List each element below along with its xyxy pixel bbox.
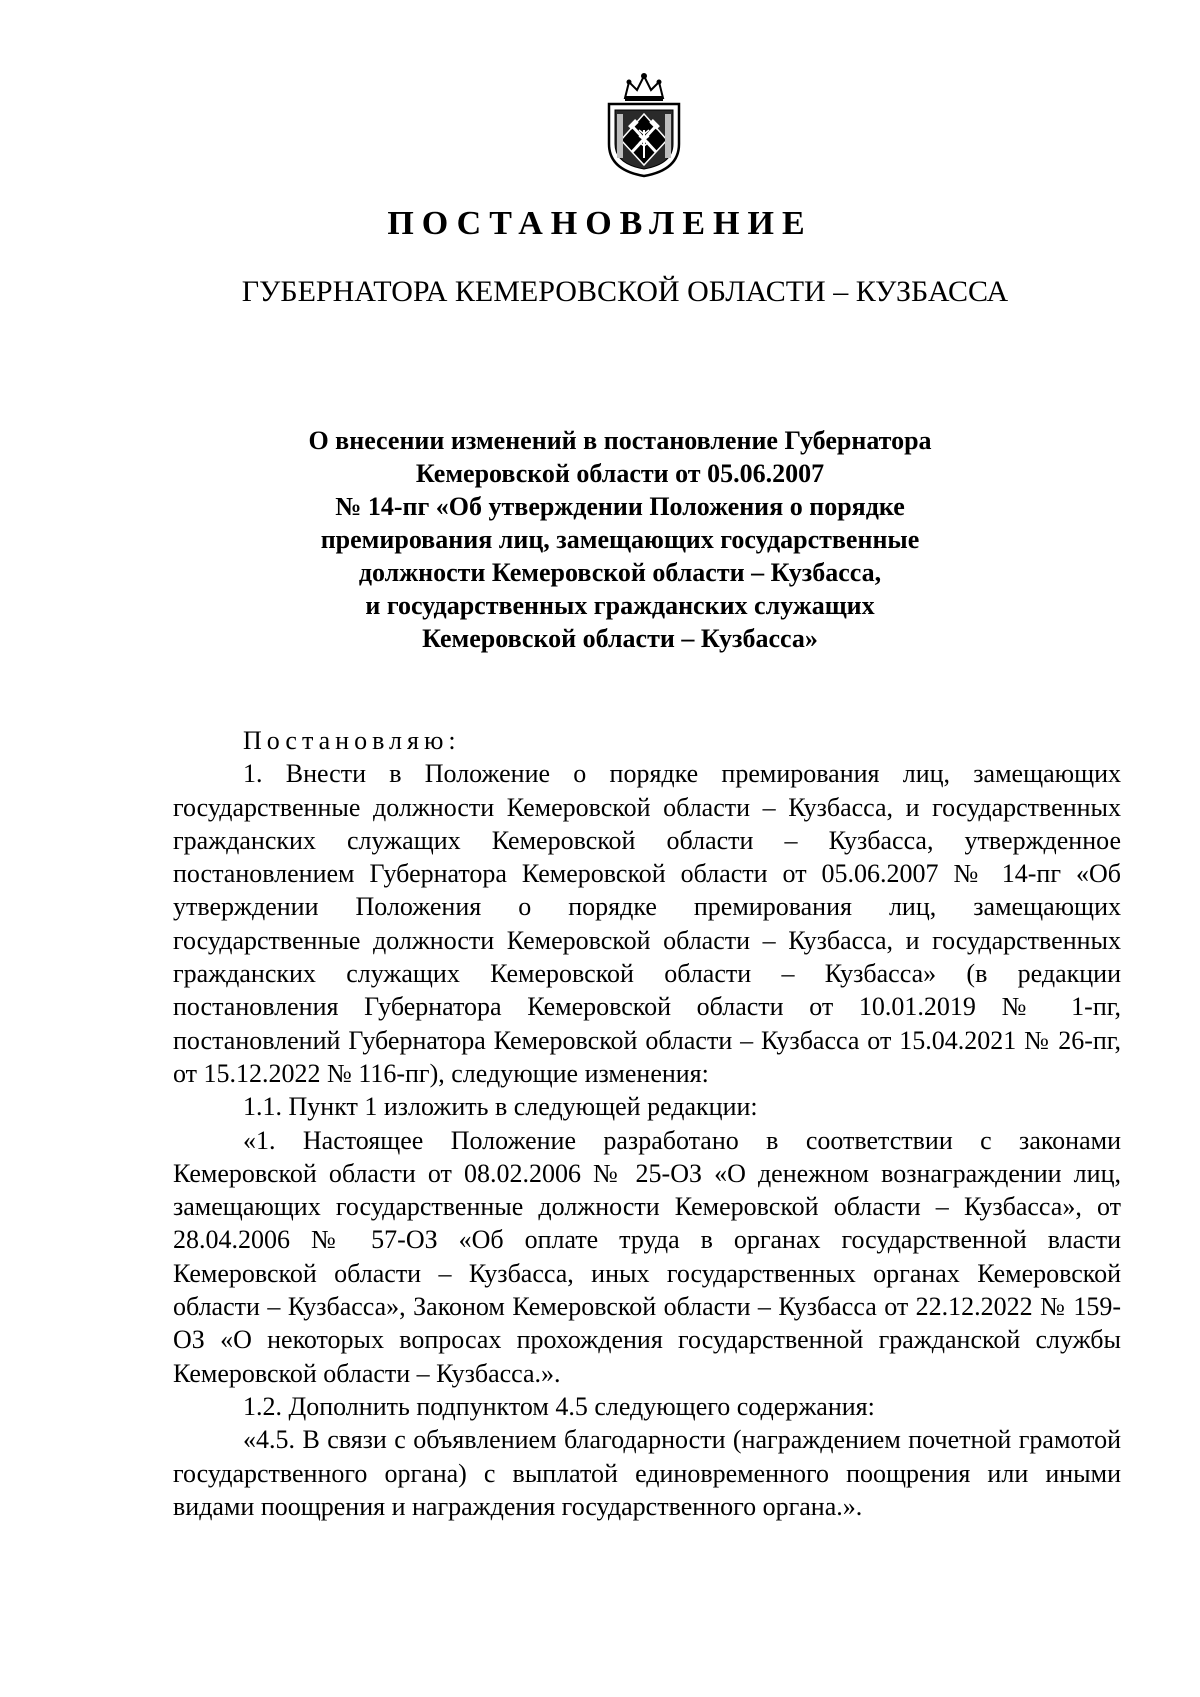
title-line: премирования лиц, замещающих государственные <box>320 525 920 554</box>
paragraph-1: 1. Внести в Положение о порядке премирования лиц, замещающих государственные должности Кемеровской области – Кузбасса, и государственных гражданских служащих Кемеровской области – Кузбасса, утвержденное постановлением Губернатора Кемеровской области от 05.06.2007 № 14-пг «Об утверждении Положения о порядке премирования лиц, замещающих государственные должности Кемеровской области – Кузбасса, и государственных гражданских служащих Кемеровской области – Кузбасса» (в редакции постановления Губернатора Кемеровской области от 10.01.2019 № 1-пг, постановлений Губернатора Кемеровской области – Кузбасса от 15.04.2021 № 26-пг, от 15.12.2022 № 116-пг), следующие изменения: <box>173 759 1121 1088</box>
paragraph-1-2-text: «4.5. В связи с объявлением благодарности (награждением почетной грамотой государственного органа) с выплатой единовременного поощрения или иными видами поощрения и награждения государственного органа.». <box>173 1425 1121 1521</box>
kemerovo-coat-of-arms-icon <box>603 68 685 178</box>
title-line: Кемеровской области от 05.06.2007 <box>415 459 825 488</box>
title-line: № 14-пг «Об утверждении Положения о порядке <box>335 492 905 521</box>
title-line: О внесении изменений в постановление Губернатора <box>308 426 932 455</box>
document-title <box>250 424 990 655</box>
decree-word: Постановляю: <box>243 726 461 755</box>
title-line: Кемеровской области – Кузбасса» <box>422 624 818 653</box>
issuing-authority: ГУБЕРНАТОРА КЕМЕРОВСКОЙ ОБЛАСТИ – КУЗБАССА <box>241 275 1009 308</box>
document-body <box>173 724 1121 1523</box>
paragraph-1-1: 1.1. Пункт 1 изложить в следующей редакции: <box>243 1092 758 1122</box>
document-type-heading: ПОСТАНОВЛЕНИЕ <box>387 205 813 242</box>
title-line: и государственных гражданских служащих <box>365 591 875 620</box>
paragraph-1-2: 1.2. Дополнить подпунктом 4.5 следующего содержания: <box>243 1391 875 1421</box>
paragraph-1-1-text: «1. Настоящее Положение разработано в соответствии с законами Кемеровской области от 08.02.2006 № 25-ОЗ «О денежном вознаграждении лиц, замещающих государственные должности Кемеровской области – Кузбасса», от 28.04.2006 № 57-ОЗ «Об оплате труда в органах государственной власти Кемеровской области – Кузбасса, иных государственных органах Кемеровской области – Кузбасса», Законом Кемеровской области – Кузбасса от 22.12.2022 № 159-ОЗ «О некоторых вопросах прохождения государственной гражданской службы Кемеровской области – Кузбасса.». <box>173 1125 1121 1388</box>
title-line: должности Кемеровской области – Кузбасса, <box>358 558 882 587</box>
